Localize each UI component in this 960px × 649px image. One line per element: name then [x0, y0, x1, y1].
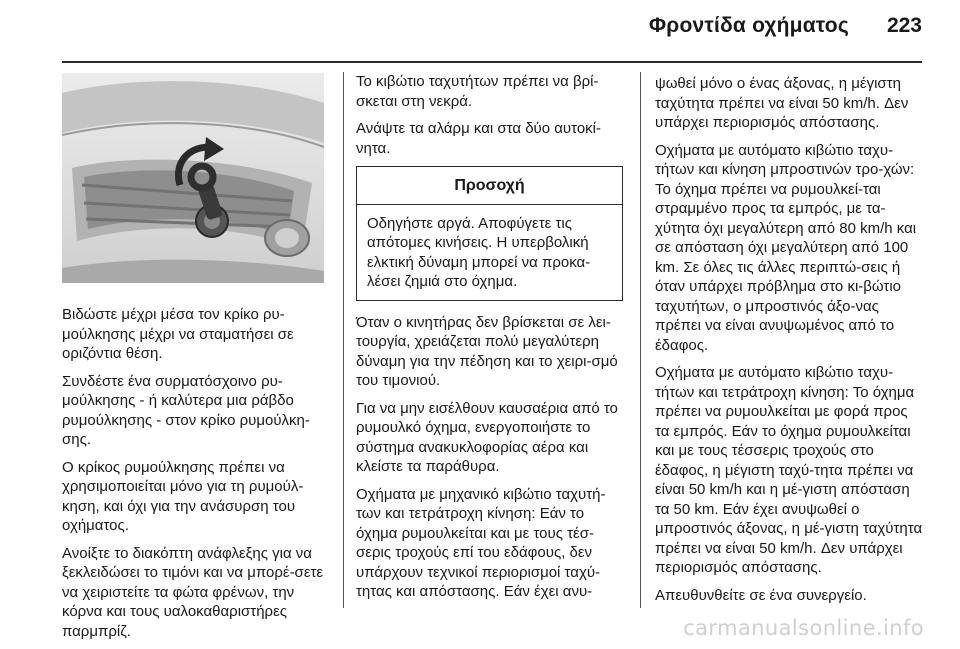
header-rule [62, 61, 922, 63]
paragraph: Ανάψτε τα αλάρμ και στα δύο αυτοκί-νητα. [356, 120, 602, 157]
section-title: Φροντίδα οχήματος [648, 14, 849, 37]
paragraph: Βιδώστε μέχρι μέσα τον κρίκο ρυ-μούλκησης μέχρι να σταματήσει σε οριζόντια θέση. [62, 306, 294, 362]
page-number: 223 [886, 14, 922, 37]
paragraph: Οχήματα με αυτόματο κιβώτιο ταχυ-τήτων και τετράτροχη κίνηση: Το όχημα πρέπει να ρυμουλκείται με φορά προς τα εμπρός. Εάν το όχημα ρυμουλκείται και με τους τέσσερις τροχούς στο έδαφος, η μέγιστη ταχύ-τητα πρέπει να είναι 50 km/h και η μέ-γιστη απόσταση τα 50 km. Εάν έχει ανυψωθεί ο μπροστινός άξονας, η μέ-γιστη ταχύτητα πρέπει να είναι 50 km/h. Δεν υπάρχει περιορισμός απόστασης. [655, 364, 923, 576]
tow-eye-illustration [62, 73, 324, 283]
column-left [62, 305, 330, 649]
column-divider [640, 72, 641, 608]
bumper-tow-hook-icon [62, 73, 324, 283]
paragraph: Συνδέστε ένα συρματόσχοινο ρυ-μούλκησης - ή καλύτερα μια ράβδο ρυμούλκησης - στον κρίκο ρυμούλκη-σης. [62, 372, 310, 448]
column-right [655, 74, 923, 613]
column-middle [356, 72, 623, 610]
paragraph: Οχήματα με αυτόματο κιβώτιο ταχυ-τήτων και κίνηση μπροστινών τρο-χών: Το όχημα πρέπει να ρυμουλκεί-ται στραμμένο προς τα εμπρός, με τα-χύτητα όχι μεγαλύτερη από 80 km/h και σε απόσταση όχι μεγαλύτερη από 100 km. Σε όλες τις άλλες περιπτώ-σεις ή όταν υπάρχει πρόβλημα στο κι-βώτιο ταχυτήτων, ο μπροστινός άξο-νας πρέπει να είναι ανυψωμένος από το έδαφος. [655, 141, 917, 354]
caution-title: Προσοχή [357, 167, 622, 205]
watermark: carmanualsonline.info [683, 616, 924, 640]
paragraph: Όταν ο κινητήρας δεν βρίσκεται σε λει-τουργία, χρειάζεται πολύ μεγαλύτερη δύναμη για την πέδηση και το χειρι-σμό του τιμονιού. [356, 313, 618, 389]
paragraph: ψωθεί μόνο ο ένας άξονας, η μέγιστη ταχύτητα πρέπει να είναι 50 km/h. Δεν υπάρχει περιορισμός απόστασης. [655, 75, 909, 131]
paragraph: Οχήματα με μηχανικό κιβώτιο ταχυτή-των και τετράτροχη κίνηση: Εάν το όχημα ρυμουλκείται και με τους τέσ-σερις τροχούς επί του εδάφους, δεν υπάρχουν τεχνικοί περιορισμοί ταχύ-τητας και απόστασης. Εάν έχει ανυ- [356, 485, 606, 600]
paragraph: Ανοίξτε το διακόπτη ανάφλεξης για να ξεκλειδώσει το τιμόνι και να μπορέ-σετε να χειριστείτε τα φώτα φρένων, την κόρνα και τους υαλοκαθαριστήρες παρμπρίζ. [62, 544, 324, 640]
paragraph: Το κιβώτιο ταχυτήτων πρέπει να βρί-σκεται στη νεκρά. [356, 73, 599, 110]
page-header [649, 14, 922, 38]
paragraph: Απευθυνθείτε σε ένα συνεργείο. [655, 586, 867, 604]
paragraph: Για να μην εισέλθουν καυσαέρια από το ρυμουλκό όχημα, ενεργοποιήστε το σύστημα ανακυκλοφορίας αέρα και κλείστε τα παράθυρα. [356, 399, 618, 475]
paragraph: Ο κρίκος ρυμούλκησης πρέπει να χρησιμοποιείται μόνο για τη ρυμούλ-κηση, και όχι για την ανάσυρση του οχήματος. [62, 458, 304, 534]
caution-text: Οδηγήστε αργά. Αποφύγετε τις απότομες κινήσεις. Η υπερβολική ελκτική δύναμη μπορεί να προκα-λέσει ζημιά στο όχημα. [367, 214, 591, 290]
caution-box [356, 166, 623, 301]
column-divider [343, 72, 344, 608]
